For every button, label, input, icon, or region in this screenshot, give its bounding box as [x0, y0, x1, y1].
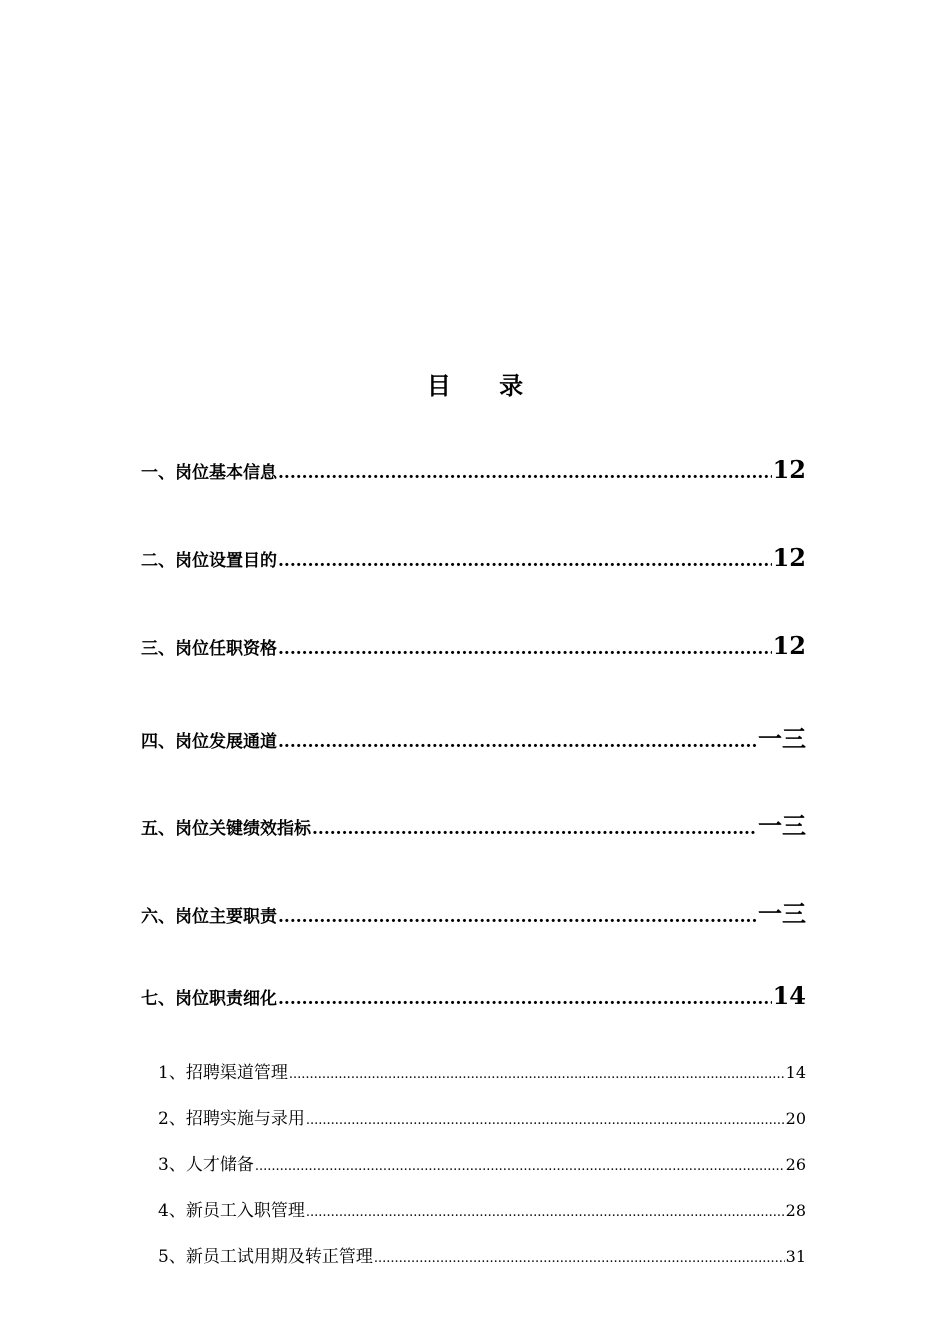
toc-subentry[interactable]	[158, 1104, 806, 1129]
toc-subentry[interactable]	[158, 1242, 806, 1267]
toc-subentry-label: 5、新员工试用期及转正管理	[158, 1247, 373, 1267]
toc-entry-label: 六、岗位主要职责	[141, 907, 277, 927]
toc-dot-leader	[289, 1067, 785, 1082]
toc-title: 目 录	[426, 371, 544, 400]
toc-dot-leader	[278, 639, 772, 659]
toc-subentry-page: 20	[785, 1109, 806, 1128]
toc-entry-page: 14	[772, 981, 806, 1010]
toc-subentry-page: 14	[785, 1063, 806, 1082]
toc-entry-page: 12	[772, 631, 806, 660]
toc-entry-label: 一、岗位基本信息	[141, 463, 277, 483]
toc-subentry-label: 2、招聘实施与录用	[158, 1109, 305, 1129]
toc-entry-page: 一三	[758, 811, 806, 840]
toc-subentry[interactable]	[158, 1058, 806, 1083]
toc-dot-leader	[278, 463, 772, 483]
toc-subentry-label: 3、人才储备	[158, 1155, 254, 1175]
toc-entry[interactable]	[141, 806, 806, 841]
toc-entry-page: 12	[772, 455, 806, 484]
toc-entry-label: 三、岗位任职资格	[141, 639, 277, 659]
toc-subentry[interactable]	[158, 1150, 806, 1175]
toc-dot-leader	[278, 732, 757, 752]
toc-entry-label: 七、岗位职责细化	[141, 989, 277, 1009]
toc-entry[interactable]	[141, 455, 806, 484]
toc-entry-page: 12	[772, 543, 806, 572]
toc-dot-leader	[255, 1159, 785, 1174]
toc-dot-leader	[306, 1113, 785, 1128]
toc-entry[interactable]	[141, 543, 806, 572]
toc-subentry-page: 26	[785, 1155, 806, 1174]
toc-dot-leader	[312, 819, 757, 839]
toc-entry[interactable]	[141, 894, 806, 929]
toc-subentry-label: 1、招聘渠道管理	[158, 1063, 288, 1083]
toc-entry-page: 一三	[758, 724, 806, 753]
toc-dot-leader	[278, 989, 772, 1009]
toc-entry-label: 二、岗位设置目的	[141, 551, 277, 571]
toc-entry-label: 五、岗位关键绩效指标	[141, 819, 311, 839]
toc-dot-leader	[278, 907, 757, 927]
toc-entry[interactable]	[141, 719, 806, 754]
toc-dot-leader	[374, 1251, 785, 1266]
toc-entry[interactable]	[141, 981, 806, 1010]
toc-entry[interactable]	[141, 631, 806, 660]
toc-dot-leader	[306, 1205, 785, 1220]
toc-subentry-page: 28	[785, 1201, 806, 1220]
toc-subentry-label: 4、新员工入职管理	[158, 1201, 305, 1221]
toc-entry-label: 四、岗位发展通道	[141, 732, 277, 752]
toc-dot-leader	[278, 551, 772, 571]
toc-subentry[interactable]	[158, 1196, 806, 1221]
toc-subentry-page: 31	[785, 1247, 806, 1266]
toc-entry-page: 一三	[758, 899, 806, 928]
